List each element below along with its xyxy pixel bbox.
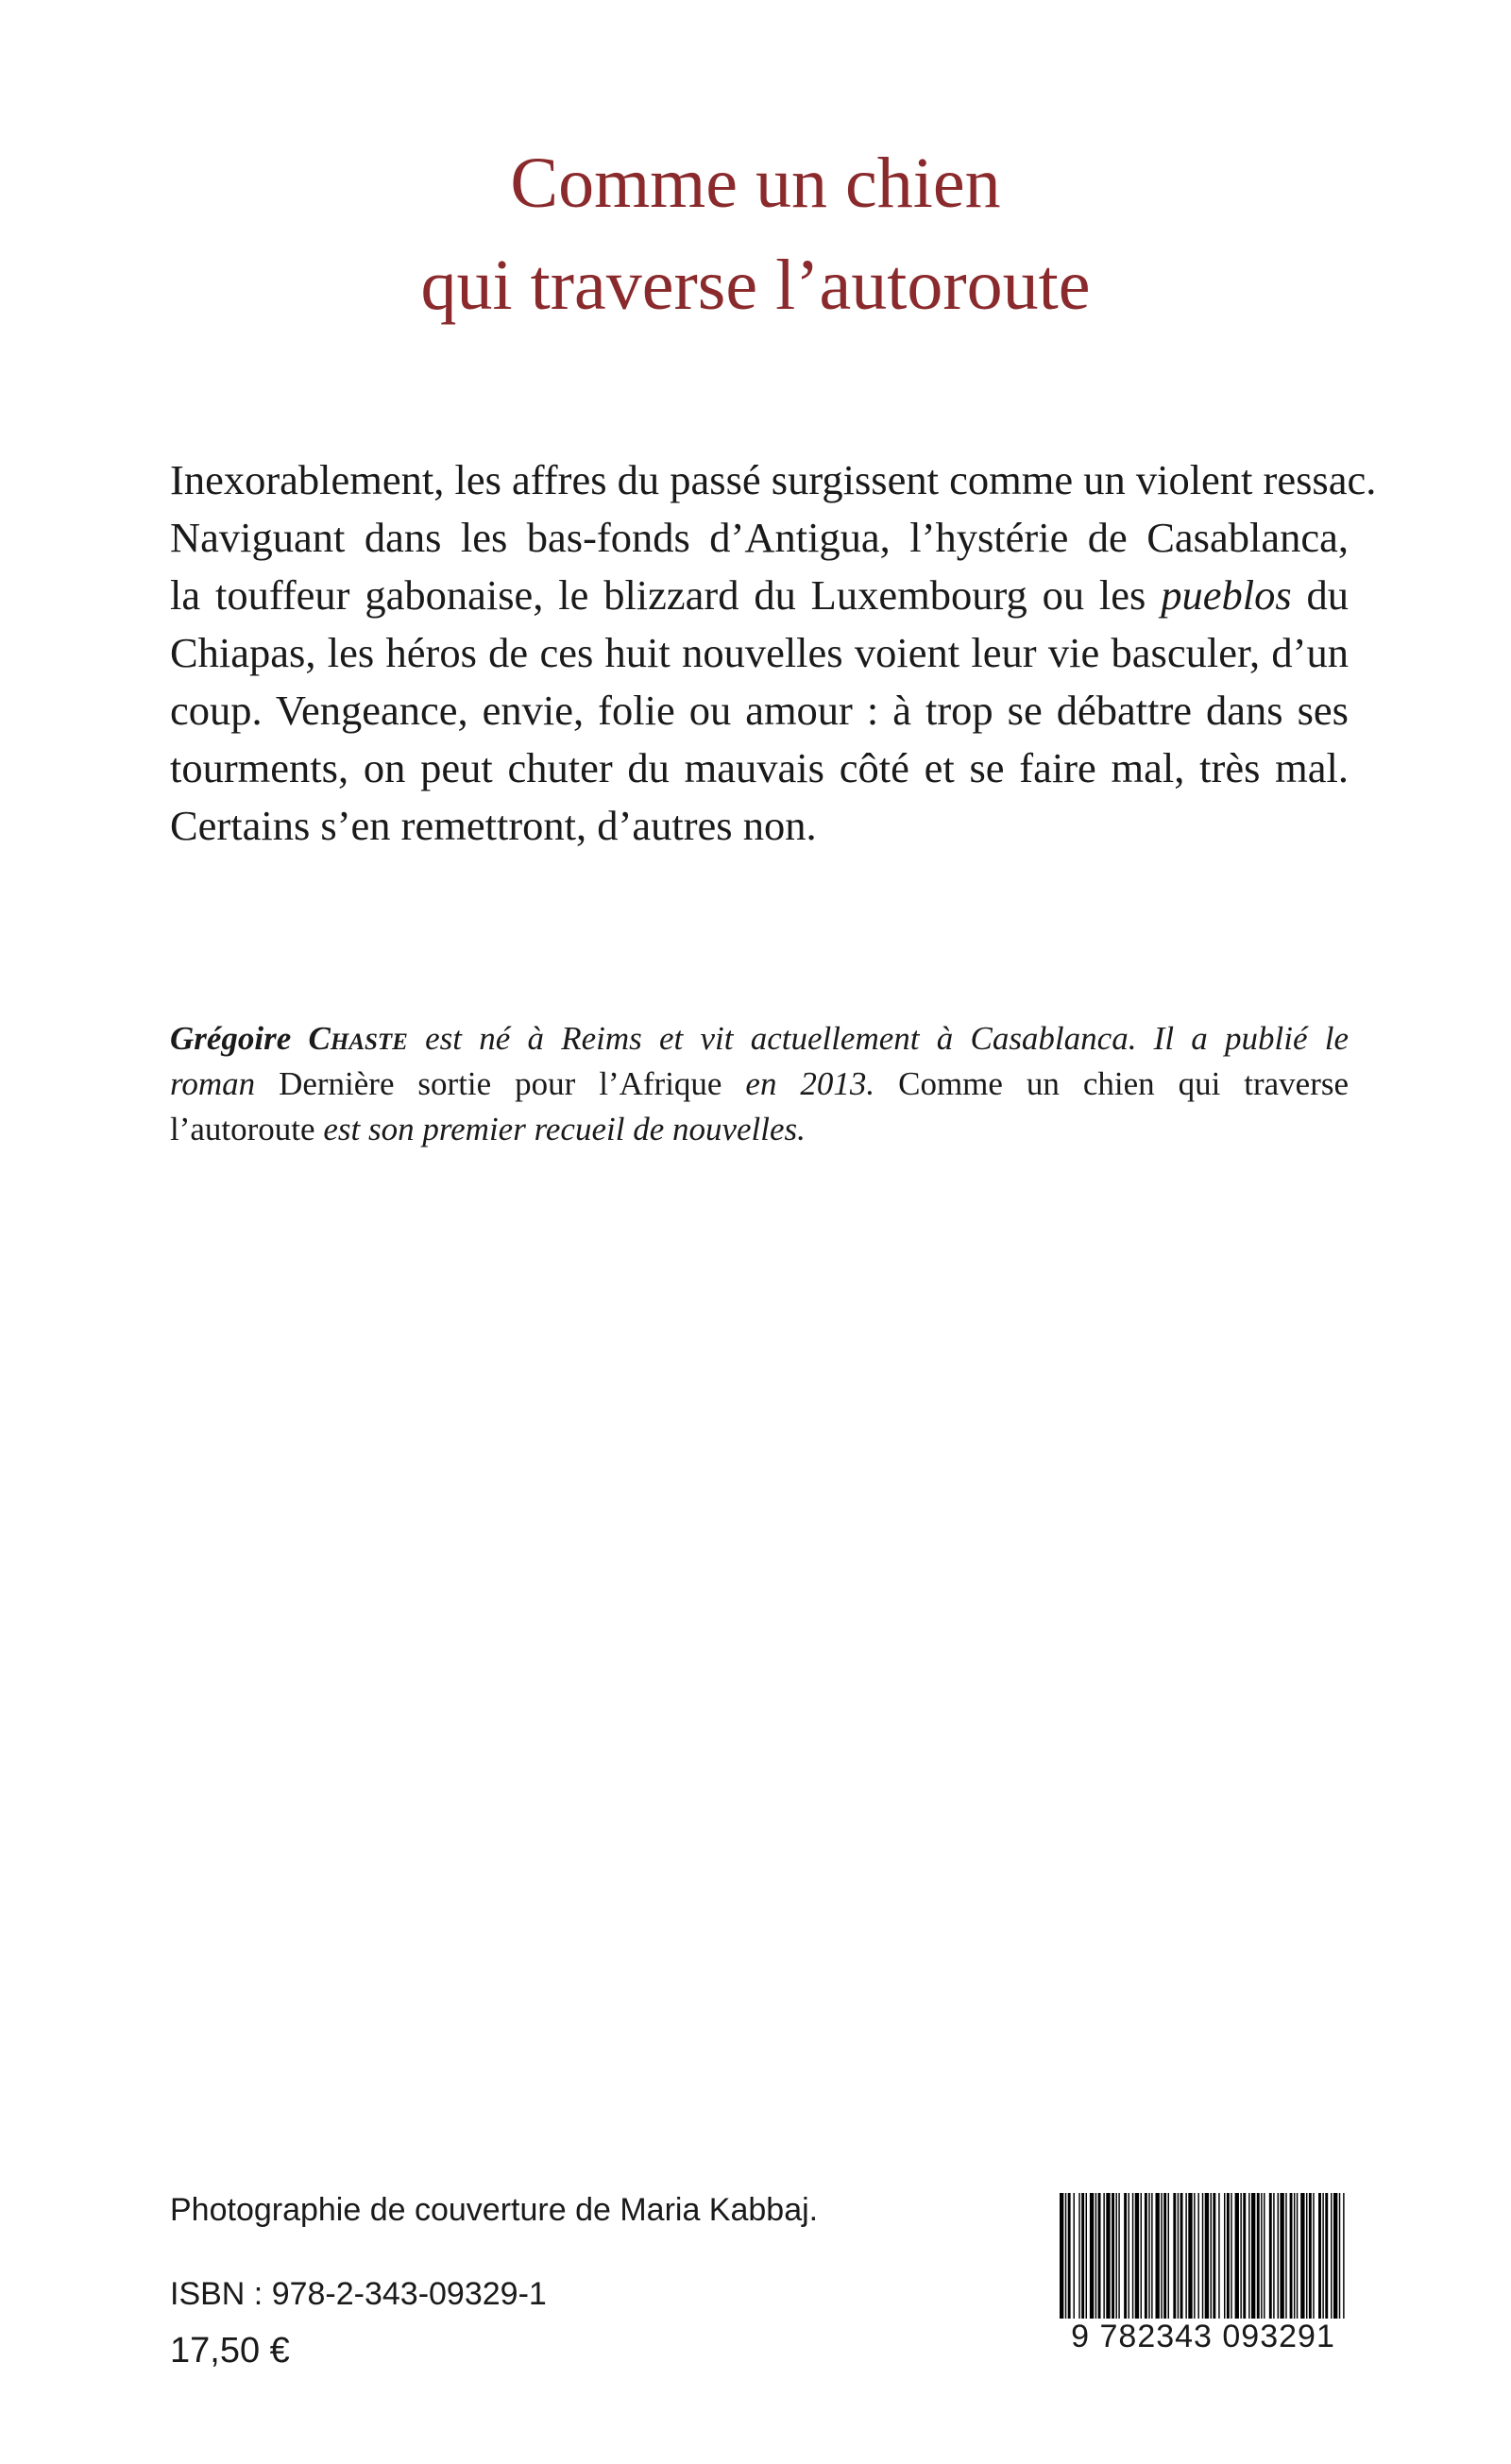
photo-credit: Photographie de couverture de Maria Kabbaj. [170,2192,819,2228]
bio-line [170,1062,1349,1107]
bio-line [170,1016,1349,1062]
summary-line: coup. Vengeance, envie, folie ou amour : à trop se débattre dans ses [170,687,1349,734]
previous-book-title: Dernière sortie pour l’Afrique [279,1065,722,1102]
author-first-name: Grégoire [170,1020,292,1057]
book-title-inline: Comme un chien qui traverse [898,1065,1350,1102]
title-line-1: Comme un chien [510,144,1001,223]
title-line-2: qui traverse l’autoroute [420,246,1091,325]
summary-italic-word: pueblos [1161,571,1292,619]
book-title-inline: l’autoroute [170,1111,315,1147]
bio-text: est né à Reims et vit actuellement à Casablanca. Il a publié le [425,1020,1349,1057]
bio-text: est son premier recueil de nouvelles. [323,1111,806,1147]
summary-line: tourments, on peut chuter du mauvais côté et se faire mal, très mal. [170,744,1349,791]
bio-text: en 2013. [745,1065,875,1102]
price: 17,50 € [170,2331,290,2371]
author-last-name: Chaste [308,1020,408,1057]
book-title [0,132,1511,336]
summary-line: Inexorablement, les affres du passé surgissent comme un violent ressac. [170,456,1377,503]
summary-line [170,567,1349,624]
summary-text: la touffeur gabonaise, le blizzard du Luxembourg ou les [170,571,1146,619]
book-summary [170,451,1377,855]
summary-line: Naviguant dans les bas-fonds d’Antigua, l’hystérie de Casablanca, [170,514,1349,561]
summary-line: Certains s’en remettront, d’autres non. [170,802,817,849]
summary-line: Chiapas, les héros de ces huit nouvelles voient leur vie basculer, d’un [170,629,1349,676]
author-bio [170,1016,1349,1152]
bio-line [170,1107,1349,1152]
isbn: ISBN : 978-2-343-09329-1 [170,2276,547,2312]
barcode-digits: 9 782343 093291 [1056,2319,1350,2355]
bio-text: roman [170,1065,256,1102]
summary-text: du [1306,571,1350,619]
